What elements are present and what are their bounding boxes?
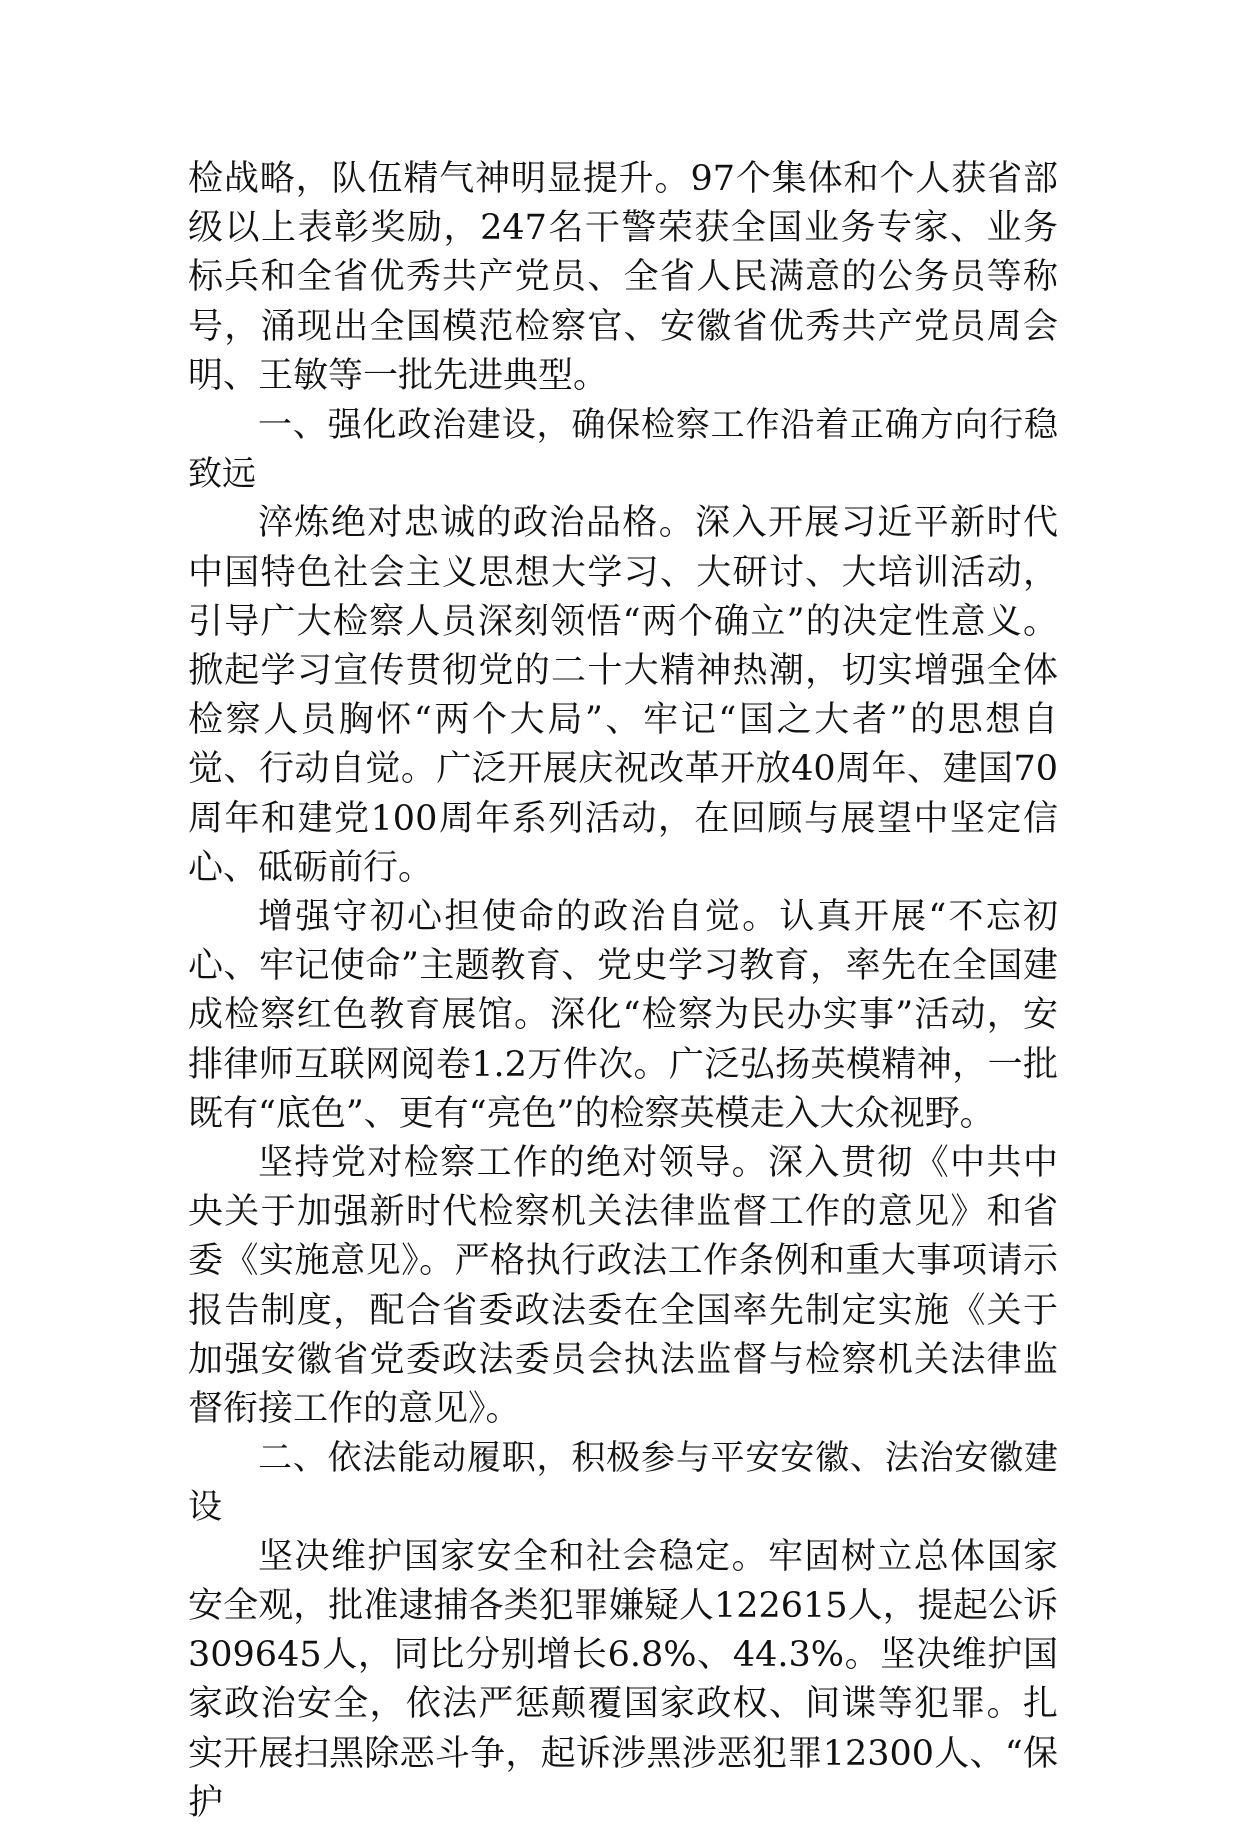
- paragraph-continuation: 检战略，队伍精气神明显提升。97个集体和个人获省部级以上表彰奖励，247名干警荣获全国业务专家、业务标兵和全省优秀共产党员、全省人民满意的公务员等称号，涌现出全国模范检察官、安徽省优秀共产党员周会明、王敏等一批先进典型。: [188, 159, 1058, 396]
- paragraph-political-loyalty: 淬炼绝对忠诚的政治品格。深入开展习近平新时代中国特色社会主义思想大学习、大研讨、大培训活动，引导广大检察人员深刻领悟“两个确立”的决定性意义。掀起学习宣传贯彻党的二十大精神热潮，切实增强全体检察人员胸怀“两个大局”、牢记“国之大者”的思想自觉、行动自觉。广泛开展庆祝改革开放40周年、建国70周年和建党100周年系列活动，在回顾与展望中坚定信心、砥砺前行。: [188, 503, 1058, 888]
- document-body: [188, 155, 1058, 1828]
- paragraph-original-mission: 增强守初心担使命的政治自觉。认真开展“不忘初心、牢记使命”主题教育、党史学习教育，率先在全国建成检察红色教育展馆。深化“检察为民办实事”活动，安排律师互联网阅卷1.2万件次。广泛弘扬英模精神，一批既有“底色”、更有“亮色”的检察英模走入大众视野。: [188, 897, 1058, 1134]
- paragraph-party-leadership: 坚持党对检察工作的绝对领导。深入贯彻《中共中央关于加强新时代检察机关法律监督工作的意见》和省委《实施意见》。严格执行政法工作条例和重大事项请示报告制度，配合省委政法委在全国率先制定实施《关于加强安徽省党委政法委员会执法监督与检察机关法律监督衔接工作的意见》。: [188, 1143, 1058, 1430]
- paragraph-national-security: 坚决维护国家安全和社会稳定。牢固树立总体国家安全观，批准逮捕各类犯罪嫌疑人122615人，提起公诉309645人，同比分别增长6.8%、44.3%。坚决维护国家政治安全，依法严惩颠覆国家政权、间谍等犯罪。扎实开展扫黑除恶斗争，起诉涉黑涉恶犯罪12300人、“保护: [188, 1536, 1058, 1823]
- section-heading-two: 二、依法能动履职，积极参与平安安徽、法治安徽建设: [188, 1438, 1058, 1528]
- section-heading-one: 一、强化政治建设，确保检察工作沿着正确方向行稳致远: [188, 405, 1058, 495]
